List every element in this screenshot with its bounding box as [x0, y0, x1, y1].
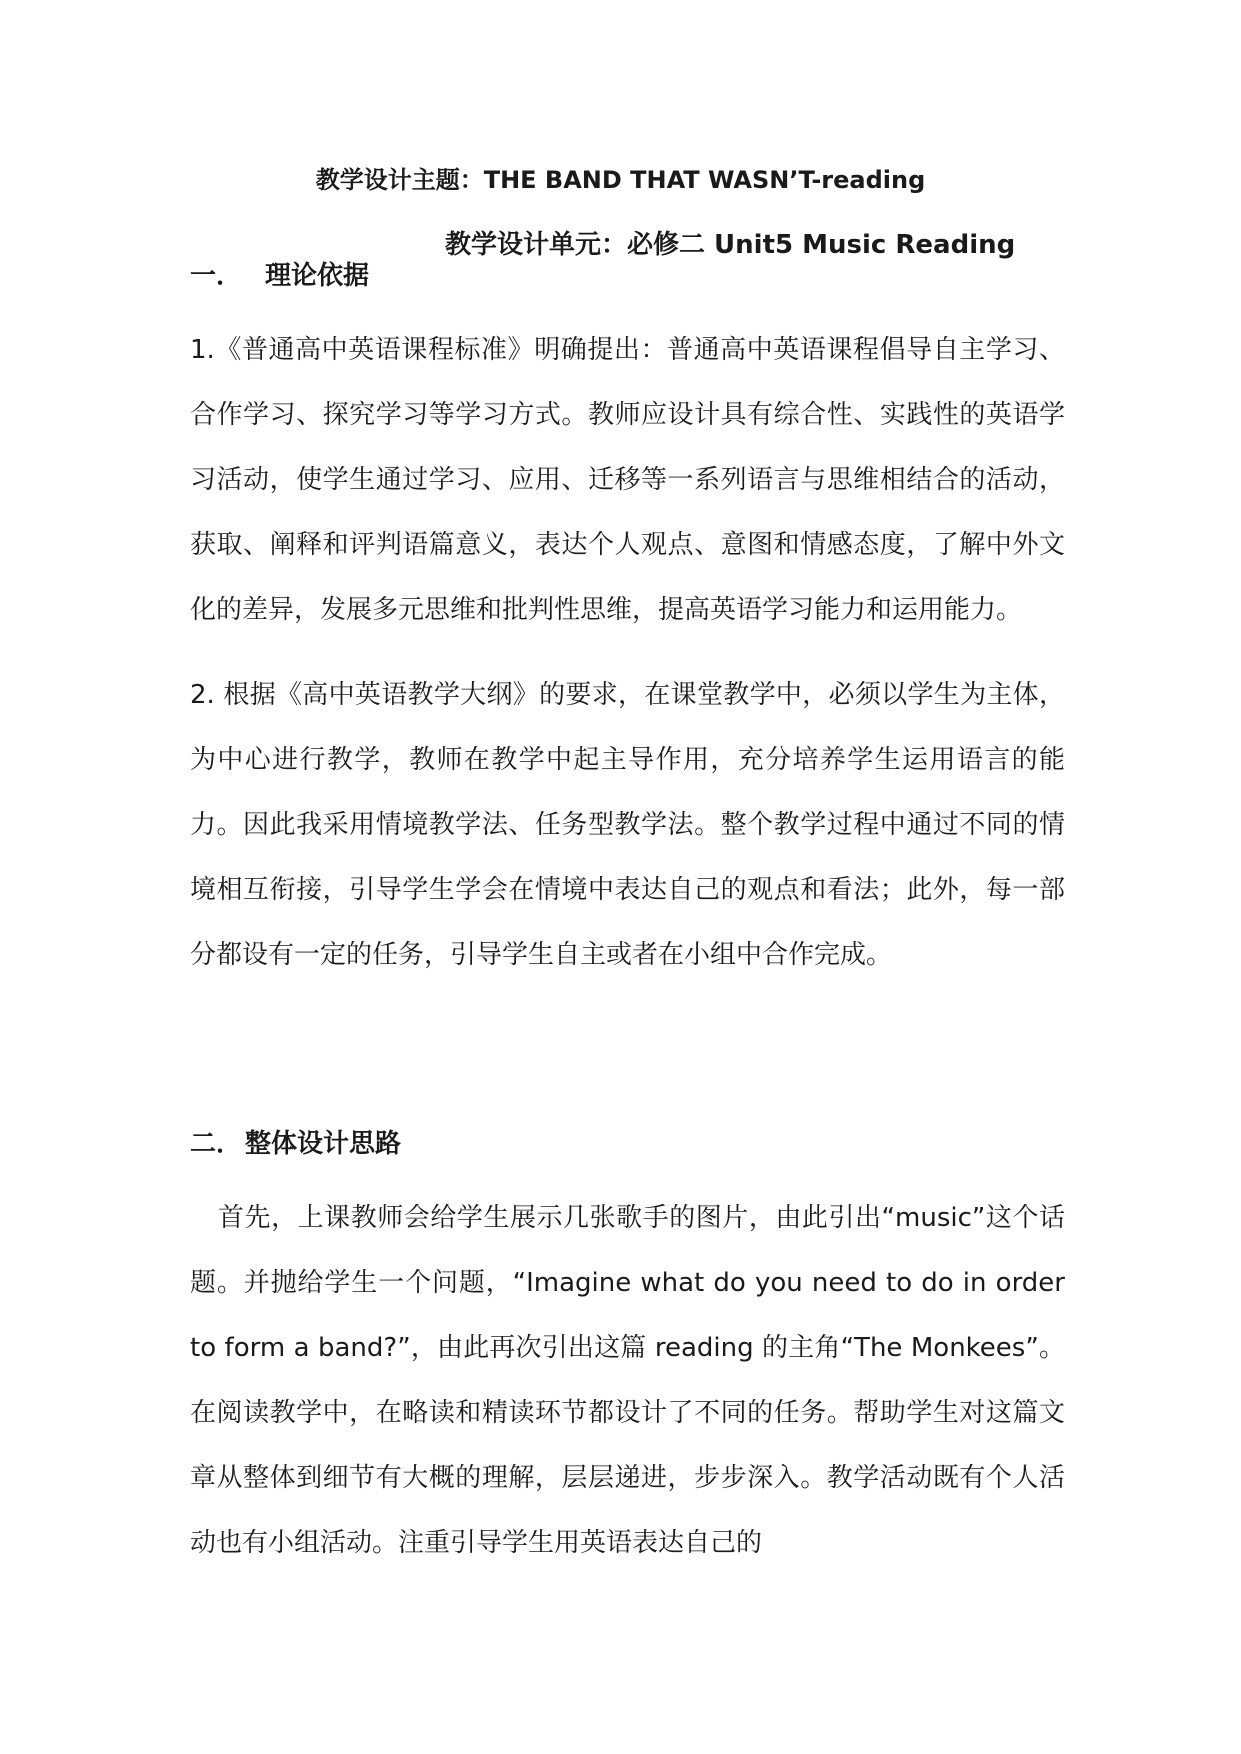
section-1-paragraph-2: 2. 根据《高中英语教学大纲》的要求，在课堂教学中，必须以学生为主体，为中心进行教学，教师在教学中起主导作用，充分培养学生运用语言的能力。因此我采用情境教学法、任务型教学法。整个教学过程中通过不同的情境相互衔接，引导学生学会在情境中表达自己的观点和看法；此外，每一部分都设有一定的任务，引导学生自主或者在小组中合作完成。 — [190, 680, 1065, 970]
section-1-number: 一． — [190, 261, 243, 291]
section-2-heading — [190, 1124, 401, 1164]
document-unit: 教学设计单元：必修二 Unit5 Music Reading — [445, 230, 1016, 260]
section-1-paragraph-1: 1.《普通高中英语课程标准》明确提出：普通高中英语课程倡导自主学习、合作学习、探究学习等学习方式。教师应设计具有综合性、实践性的英语学习活动，使学生通过学习、应用、迁移等一系列语言与思维相结合的活动，获取、阐释和评判语篇意义，表达个人观点、意图和情感态度，了解中外文化的差异，发展多元思维和批判性思维，提高英语学习能力和运用能力。 — [190, 335, 1065, 625]
document-title: 教学设计主题：THE BAND THAT WASN’T-reading — [315, 166, 926, 194]
section-1-heading — [190, 256, 369, 296]
section-2-title: 整体设计思路 — [245, 1129, 402, 1159]
section-2-paragraph-1: 首先，上课教师会给学生展示几张歌手的图片，由此引出“music”这个话题。并抛给学生一个问题，“Imagine what do you need to do in order to form a band?”，由此再次引出这篇 reading 的主角“The Monkees”。在阅读教学中，在略读和精读环节都设计了不同的任务。帮助学生对这篇文章从整体到细节有大概的理解，层层递进，步步深入。教学活动既有个人活动也有小组活动。注重引导学生用英语表达自己的 — [190, 1203, 1065, 1558]
section-1-title: 理论依据 — [265, 261, 370, 291]
section-2-number: 二． — [190, 1129, 243, 1159]
